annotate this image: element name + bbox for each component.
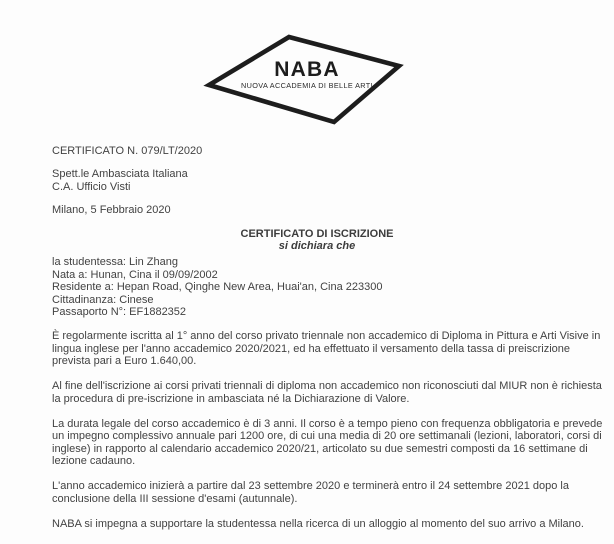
student-passport-line: Passaporto N°: EF1882352 xyxy=(52,306,187,318)
certificate-subtitle: si dichiara che xyxy=(278,240,356,252)
logo-subtitle: NUOVA ACCADEMIA DI BELLE ARTI xyxy=(241,81,373,90)
student-details xyxy=(52,256,382,319)
date-line: Milano, 5 Febbraio 2020 xyxy=(52,204,171,216)
student-residence-line: Residente a: Hepan Road, Qinghe New Area, Huai'an, Cina 223300 xyxy=(52,281,383,293)
paragraph-enrollment: È regolarmente iscritta al 1° anno del corso privato triennale non accademico di Diploma in Pittura e Arti Visive in lingua inglese per l'anno accademico 2020/2021, ed ha effettuato il versamento della tassa di preiscrizione prevista pari a Euro 1.640,00. xyxy=(52,330,601,367)
certificate-number: CERTIFICATO N. 079/LT/2020 xyxy=(52,145,203,157)
title-block xyxy=(52,228,582,252)
paragraph-housing-support: NABA si impegna a supportare la studentessa nella ricerca di un alloggio al momento del suo arrivo a Milano. xyxy=(52,517,584,530)
certificate-title: CERTIFICATO DI ISCRIZIONE xyxy=(240,228,394,240)
paragraph-course-duration: La durata legale del corso accademico è di 3 anni. Il corso è a tempo pieno con frequenza obbligatoria e prevede un impegno complessivo annuale pari 1200 ore, di cui una media di 20 ore settimanali (lezioni, laboratori, corsi di inglese) in rapporto al calendario accademico 2020/21, articolato su due semestri composti da 16 settimane di lezione cadauno. xyxy=(52,417,603,467)
recipient-line-1: Spett.le Ambasciata Italiana xyxy=(52,168,188,180)
paragraph-preenrollment-note: Al fine dell'iscrizione ai corsi privati triennali di diploma non accademico non riconosciuti dal MIUR non è richiesta la procedura di pre-iscrizione in ambasciata né la Dichiarazione di Valore. xyxy=(52,380,602,405)
paragraph-academic-year-dates: L'anno accademico inizierà a partire dal 23 settembre 2020 e terminerà entro il 24 settembre 2021 dopo la conclusione della III sessione d'esami (autunnale). xyxy=(52,480,569,505)
student-citizenship-line: Cittadinanza: Cinese xyxy=(52,293,154,306)
naba-logo xyxy=(195,28,410,132)
body-paragraphs xyxy=(52,330,608,543)
recipient-line-2: C.A. Ufficio Visti xyxy=(52,181,131,193)
student-birth-line: Nata a: Hunan, Cina il 09/09/2002 xyxy=(52,268,218,281)
student-name-line: la studentessa: Lin Zhang xyxy=(52,256,178,268)
recipient-block xyxy=(52,168,188,194)
logo-wordmark: NABA xyxy=(274,58,340,81)
